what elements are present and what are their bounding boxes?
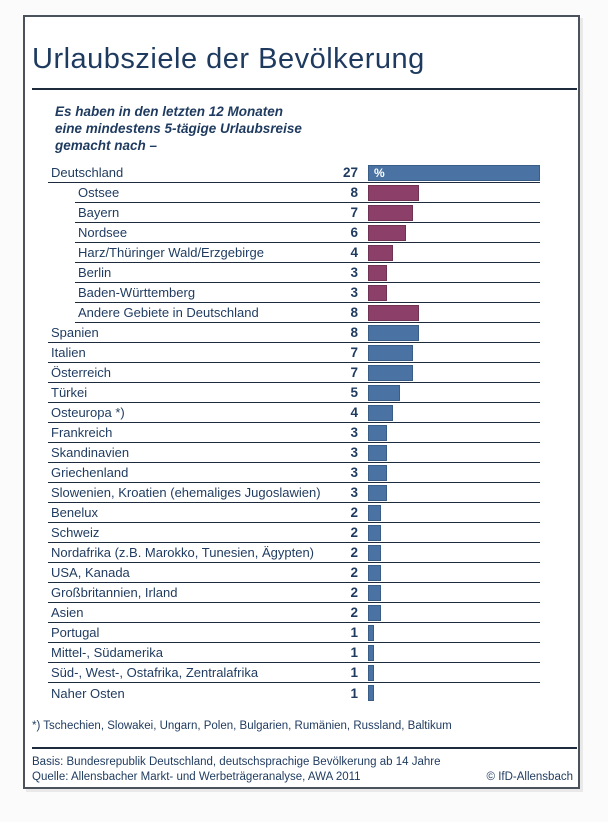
footer-copyright: © IfD-Allensbach (486, 771, 573, 783)
value-bar (368, 485, 387, 501)
value-bar (368, 445, 387, 461)
value-bar (368, 265, 387, 281)
destination-label: Naher Osten (51, 685, 125, 701)
destination-value: 2 (350, 545, 358, 560)
value-bar (368, 225, 406, 241)
bar-track (368, 443, 540, 463)
destination-value: 4 (350, 405, 358, 420)
destination-value: 8 (350, 305, 358, 320)
value-bar (368, 385, 400, 401)
bar-track (368, 543, 540, 563)
percent-unit-label: % (374, 165, 385, 180)
chart-row (48, 163, 540, 183)
destination-value: 6 (350, 225, 358, 240)
value-bar (368, 685, 374, 701)
chart-row (48, 383, 540, 403)
title-divider (32, 88, 577, 90)
destination-label: Harz/Thüringer Wald/Erzgebirge (78, 245, 264, 260)
chart-row (48, 583, 540, 603)
value-bar (368, 365, 413, 381)
chart-frame (23, 15, 580, 789)
chart-row (75, 183, 540, 203)
destination-value: 2 (350, 605, 358, 620)
destination-value: 2 (350, 565, 358, 580)
chart-row (48, 683, 540, 703)
value-bar (368, 605, 381, 621)
chart-row (75, 243, 540, 263)
destination-label: Bayern (78, 205, 120, 220)
chart-row (75, 203, 540, 223)
chart-row (75, 223, 540, 243)
value-bar (368, 625, 374, 641)
footer-basis: Basis: Bundesrepublik Deutschland, deutschsprachige Bevölkerung ab 14 Jahre (32, 756, 441, 768)
destination-label: Andere Gebiete in Deutschland (78, 305, 259, 320)
bar-track (368, 583, 540, 603)
value-bar (368, 505, 381, 521)
destination-label: Griechenland (51, 465, 129, 480)
bar-track (368, 223, 540, 243)
destination-value: 2 (350, 505, 358, 520)
bar-track (368, 323, 540, 343)
chart-row (75, 303, 540, 323)
value-bar (368, 305, 419, 321)
destination-label: Berlin (78, 265, 112, 280)
destination-value: 4 (350, 245, 358, 260)
bar-track (368, 403, 540, 423)
subtitle-line-1: Es haben in den letzten 12 Monaten (55, 104, 284, 119)
chart-row (48, 623, 540, 643)
bar-track (368, 383, 540, 403)
chart-subtitle (55, 103, 578, 154)
value-bar (368, 405, 393, 421)
chart-rows (48, 163, 540, 703)
value-bar (368, 205, 413, 221)
chart-row (48, 483, 540, 503)
value-bar (368, 585, 381, 601)
destination-value: 3 (350, 265, 358, 280)
destination-value: 7 (350, 345, 358, 360)
destination-value: 3 (350, 465, 358, 480)
value-bar (368, 565, 381, 581)
bar-track (368, 283, 540, 303)
destination-label: USA, Kanada (51, 565, 130, 580)
destination-label: Spanien (51, 325, 99, 340)
destination-value: 7 (350, 205, 358, 220)
destination-label: Mittel-, Südamerika (51, 645, 163, 660)
bar-track (368, 503, 540, 523)
destination-value: 27 (342, 165, 358, 180)
chart-row (48, 503, 540, 523)
chart-row (48, 323, 540, 343)
destination-label: Schweiz (51, 525, 100, 540)
bar-track (368, 623, 540, 643)
chart-row (48, 603, 540, 623)
subtitle-line-2: eine mindestens 5-tägige Urlaubsreise (55, 121, 302, 136)
destination-value: 3 (350, 445, 358, 460)
destination-value: 1 (350, 625, 358, 640)
value-bar (368, 545, 381, 561)
destination-label: Asien (51, 605, 84, 620)
destination-label: Italien (51, 345, 86, 360)
footer-quelle: Quelle: Allensbacher Markt- und Werbeträgeranalyse, AWA 2011 (32, 771, 361, 783)
destination-label: Großbritannien, Irland (51, 585, 178, 600)
destination-label: Baden-Württemberg (78, 285, 196, 300)
value-bar (368, 245, 393, 261)
destination-label: Nordafrika (z.B. Marokko, Tunesien, Ägypten) (51, 545, 315, 560)
value-bar (368, 165, 540, 181)
bar-track (368, 663, 540, 683)
destination-label: Slowenien, Kroatien (ehemaliges Jugoslawien) (51, 485, 321, 500)
bar-track (368, 463, 540, 483)
destination-value: 8 (350, 325, 358, 340)
destination-label: Österreich (51, 365, 111, 380)
page-title: Urlaubsziele der Bevölkerung (32, 43, 425, 75)
footer-divider (32, 747, 577, 749)
destination-value: 2 (350, 585, 358, 600)
bar-track (368, 263, 540, 283)
footnote: *) Tschechien, Slowakei, Ungarn, Polen, Bulgarien, Rumänien, Russland, Baltikum (32, 720, 452, 732)
destination-value: 2 (350, 525, 358, 540)
value-bar (368, 665, 374, 681)
destination-label: Deutschland (51, 165, 124, 180)
footer (32, 755, 573, 785)
destination-label: Portugal (51, 625, 100, 640)
bar-track (368, 683, 540, 703)
bar-track (368, 483, 540, 503)
value-bar (368, 325, 419, 341)
destination-label: Ostsee (78, 185, 120, 200)
chart-row (75, 283, 540, 303)
bar-track (368, 643, 540, 663)
chart-row (48, 543, 540, 563)
value-bar (368, 185, 419, 201)
destination-label: Skandinavien (51, 445, 130, 460)
destination-value: 3 (350, 485, 358, 500)
chart-row (75, 263, 540, 283)
destination-label: Türkei (51, 385, 88, 400)
value-bar (368, 345, 413, 361)
chart-row (48, 423, 540, 443)
value-bar (368, 285, 387, 301)
value-bar (368, 525, 381, 541)
bar-track (368, 523, 540, 543)
destination-label: Osteuropa *) (51, 405, 125, 420)
destination-value: 5 (350, 385, 358, 400)
footer-source-block (32, 755, 441, 785)
bar-track (368, 203, 540, 223)
bar-track (368, 163, 540, 183)
chart-row (48, 663, 540, 683)
chart-row (48, 403, 540, 423)
bar-track (368, 563, 540, 583)
value-bar (368, 425, 387, 441)
chart-row (48, 363, 540, 383)
chart-row (48, 463, 540, 483)
destination-label: Frankreich (51, 425, 113, 440)
destination-value: 3 (350, 425, 358, 440)
bar-track (368, 343, 540, 363)
destination-value: 1 (350, 645, 358, 660)
destination-label: Nordsee (78, 225, 128, 240)
bar-track (368, 243, 540, 263)
chart-row (48, 563, 540, 583)
destination-value: 1 (350, 665, 358, 680)
value-bar (368, 645, 374, 661)
chart-row (48, 343, 540, 363)
bar-track (368, 363, 540, 383)
bar-track (368, 423, 540, 443)
chart-row (48, 443, 540, 463)
destination-value: 7 (350, 365, 358, 380)
subtitle-line-3: gemacht nach – (55, 138, 158, 153)
bar-track (368, 303, 540, 323)
chart-row (48, 523, 540, 543)
destination-value: 1 (350, 685, 358, 701)
destination-label: Süd-, West-, Ostafrika, Zentralafrika (51, 665, 259, 680)
chart-row (48, 643, 540, 663)
bar-track (368, 603, 540, 623)
value-bar (368, 465, 387, 481)
destination-value: 3 (350, 285, 358, 300)
destination-label: Benelux (51, 505, 98, 520)
destination-value: 8 (350, 185, 358, 200)
bar-track (368, 183, 540, 203)
